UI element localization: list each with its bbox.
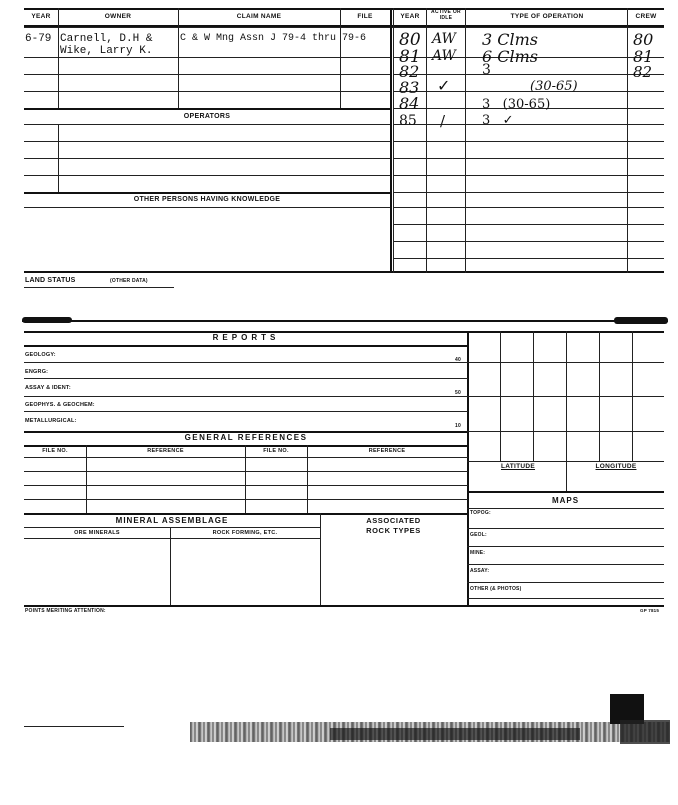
header-type-of-operation: TYPE OF OPERATION	[510, 13, 584, 20]
report-metallurgical-num: 10	[455, 423, 461, 429]
report-geophys: GEOPHYS. & GEOCHEM:	[25, 402, 95, 408]
land-status-sub: (OTHER DATA)	[110, 278, 148, 284]
map-other-photos: OTHER (& PHOTOS)	[470, 586, 522, 592]
activity-status-81: AW	[432, 48, 456, 64]
operators-label: OPERATORS	[183, 113, 231, 120]
points-meriting-attention: POINTS MERITING ATTENTION:	[25, 608, 106, 614]
header-active-or-idle: ACTIVE OR IDLE	[431, 9, 461, 21]
activity-crew-80: 80	[633, 30, 654, 49]
scan-noise-strip	[0, 690, 678, 790]
map-geol: GEOL:	[470, 532, 487, 538]
associated-rock-types-line-2: ROCK TYPES	[366, 526, 421, 535]
report-geology-num: 40	[455, 357, 461, 363]
activity-op-83: (30-65)	[530, 79, 578, 94]
mineral-assemblage-title: MINERAL ASSEMBLAGE	[115, 516, 229, 525]
other-persons-label: OTHER PERSONS HAVING KNOWLEDGE	[133, 196, 281, 203]
general-references-title: GENERAL REFERENCES	[184, 433, 308, 442]
header-crew: CREW	[635, 13, 657, 20]
report-assay-num: 50	[455, 390, 461, 396]
activity-status-85: /	[440, 112, 446, 130]
longitude-label: LONGITUDE	[595, 463, 637, 470]
activity-op-85: 3 ✓	[482, 113, 514, 128]
map-topog: TOPOG:	[470, 510, 491, 516]
ref-file-no: FILE NO.	[42, 448, 68, 454]
activity-crew-82: 82	[633, 63, 653, 81]
reports-title: REPORTS	[212, 333, 280, 342]
activity-op-82: 3	[482, 62, 491, 78]
activity-op-81: 6 Clms	[482, 47, 539, 66]
land-status-label: LAND STATUS	[25, 277, 76, 284]
ref-reference-2: REFERENCE	[368, 448, 406, 454]
map-mine: MINE:	[470, 550, 486, 556]
latitude-label: LATITUDE	[500, 463, 536, 470]
activity-op-84: 3 (30-65)	[482, 97, 551, 112]
owner-year: 6-79	[25, 33, 52, 45]
ore-minerals-label: ORE MINERALS	[74, 530, 120, 536]
report-metallurgical: METALLURGICAL:	[25, 418, 77, 424]
form-number: GP 7815	[640, 608, 660, 613]
maps-title: MAPS	[551, 496, 580, 505]
header-year: YEAR	[31, 13, 51, 20]
header-file: FILE	[357, 13, 373, 20]
map-assay: ASSAY:	[470, 568, 490, 574]
owner-name-line-1: Carnell, D.H &	[60, 33, 153, 45]
report-assay: ASSAY & IDENT:	[25, 385, 71, 391]
rock-forming-label: ROCK FORMING, ETC.	[212, 530, 278, 536]
owner-name-line-2: Wike, Larry K.	[60, 45, 153, 57]
activity-crew-81: 81	[633, 47, 654, 66]
activity-op-80: 3 Clms	[482, 30, 539, 49]
activity-year-85: 85	[399, 113, 417, 129]
header-year-2: YEAR	[400, 13, 420, 20]
activity-year-82: 82	[399, 62, 420, 81]
report-geology: GEOLOGY:	[25, 352, 56, 358]
activity-status-80: AW	[432, 31, 456, 47]
header-owner: OWNER	[104, 13, 132, 20]
activity-year-81: 81	[399, 47, 421, 67]
activity-year-84: 84	[399, 94, 420, 113]
activity-year-80: 80	[399, 30, 421, 50]
header-claim-name: CLAIM NAME	[236, 13, 282, 20]
activity-status-83: ✓	[437, 76, 451, 95]
ref-reference: REFERENCE	[147, 448, 184, 454]
associated-rock-types-line-1: ASSOCIATED	[366, 516, 421, 525]
report-engrg: ENGRG:	[25, 369, 49, 375]
activity-year-83: 83	[399, 78, 420, 97]
claim-name-value: C & W Mng Assn J 79-4 thru 79-6	[180, 33, 367, 44]
ref-file-no-2: FILE NO.	[263, 448, 289, 454]
